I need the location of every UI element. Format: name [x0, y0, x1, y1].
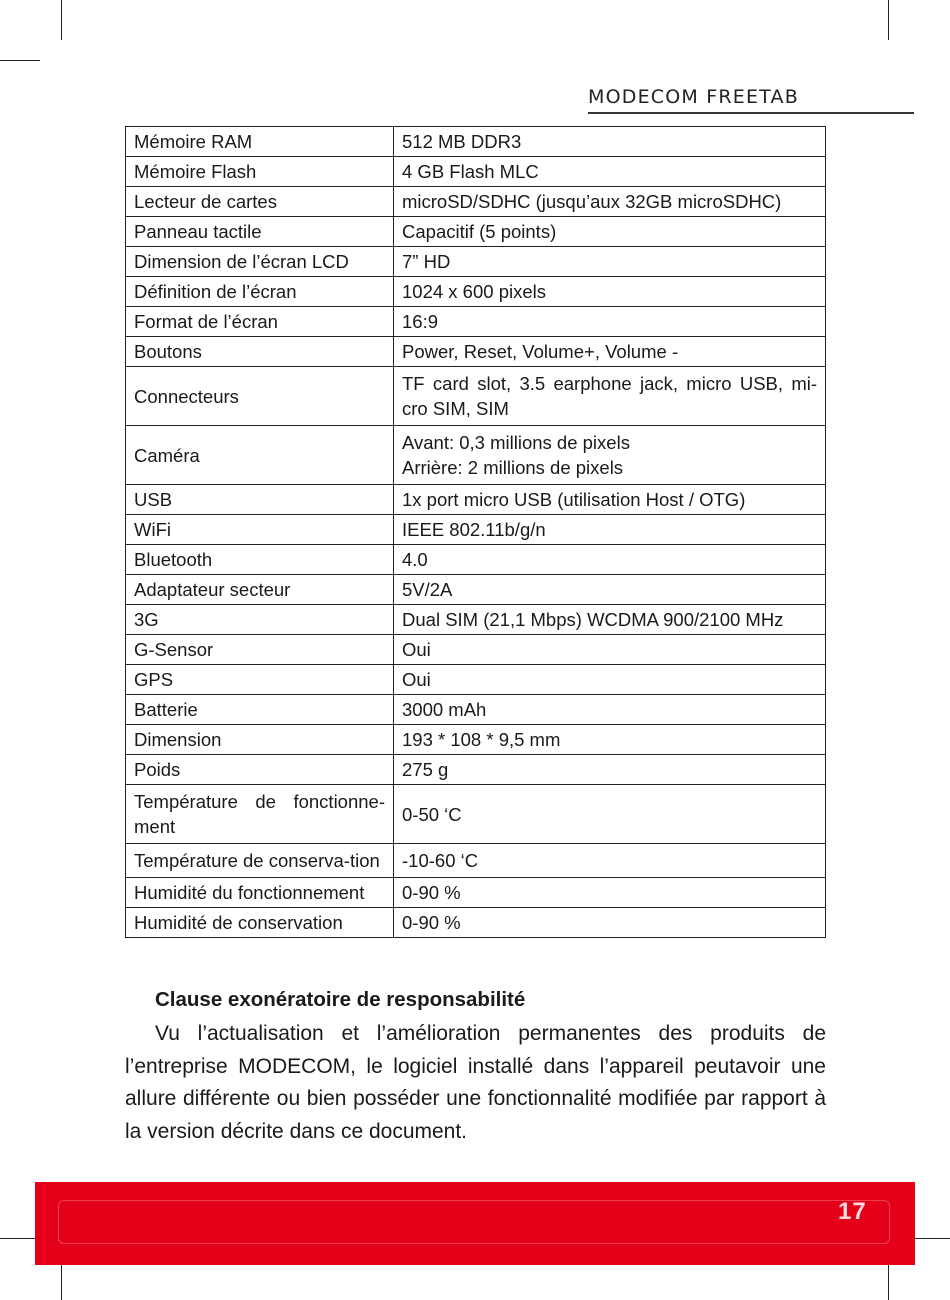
spec-label: Boutons [126, 337, 394, 367]
spec-value: 7” HD [394, 247, 826, 277]
spec-value: -10-60 ‘C [394, 844, 826, 878]
spec-label: Température de conserva-tion [126, 844, 394, 878]
footer-frame [58, 1200, 890, 1244]
spec-label: Mémoire Flash [126, 157, 394, 187]
table-row [126, 605, 826, 635]
spec-label: G-Sensor [126, 635, 394, 665]
table-row [126, 755, 826, 785]
table-row [126, 725, 826, 755]
spec-value: 275 g [394, 755, 826, 785]
spec-value: 1024 x 600 pixels [394, 277, 826, 307]
table-row [126, 217, 826, 247]
table-row [126, 187, 826, 217]
table-row [126, 695, 826, 725]
table-row [126, 908, 826, 938]
crop-mark [888, 0, 889, 40]
table-row [126, 367, 826, 426]
spec-value: Oui [394, 665, 826, 695]
spec-value: TF card slot, 3.5 earphone jack, micro USB, mi-cro SIM, SIM [394, 367, 826, 426]
spec-value: 0-50 ‘C [394, 785, 826, 844]
table-row [126, 785, 826, 844]
spec-value: 4.0 [394, 545, 826, 575]
spec-value: Dual SIM (21,1 Mbps) WCDMA 900/2100 MHz [394, 605, 826, 635]
table-row [126, 844, 826, 878]
spec-value: 1x port micro USB (utilisation Host / OTG) [394, 485, 826, 515]
specifications-table-body [126, 127, 826, 938]
spec-label: Humidité du fonctionnement [126, 878, 394, 908]
table-row [126, 545, 826, 575]
table-row [126, 277, 826, 307]
table-row [126, 665, 826, 695]
spec-label: Panneau tactile [126, 217, 394, 247]
table-row [126, 635, 826, 665]
spec-label: Format de l’écran [126, 307, 394, 337]
spec-label: Humidité de conservation [126, 908, 394, 938]
spec-label: Température de fonctionne-ment [126, 785, 394, 844]
crop-mark [0, 60, 40, 61]
spec-label: GPS [126, 665, 394, 695]
spec-label: Lecteur de cartes [126, 187, 394, 217]
spec-value: 4 GB Flash MLC [394, 157, 826, 187]
spec-value: 0-90 % [394, 908, 826, 938]
spec-value: 16:9 [394, 307, 826, 337]
crop-mark [910, 1238, 950, 1239]
spec-value: microSD/SDHC (jusqu’aux 32GB microSDHC) [394, 187, 826, 217]
spec-value: Avant: 0,3 millions de pixels Arrière: 2 millions de pixels [394, 426, 826, 485]
table-row [126, 337, 826, 367]
table-row [126, 426, 826, 485]
spec-value: IEEE 802.11b/g/n [394, 515, 826, 545]
spec-label: Adaptateur secteur [126, 575, 394, 605]
table-row [126, 247, 826, 277]
crop-mark [61, 1262, 62, 1300]
spec-value: 3000 mAh [394, 695, 826, 725]
spec-label: Dimension de l’écran LCD [126, 247, 394, 277]
page-number: 17 [838, 1198, 867, 1225]
table-row [126, 127, 826, 157]
spec-label: Dimension [126, 725, 394, 755]
spec-label: WiFi [126, 515, 394, 545]
spec-label: Connecteurs [126, 367, 394, 426]
clause-title: Clause exonératoire de responsabilité [155, 988, 526, 1011]
table-row [126, 157, 826, 187]
spec-label: Définition de l’écran [126, 277, 394, 307]
table-row [126, 878, 826, 908]
spec-label: Poids [126, 755, 394, 785]
spec-label: Bluetooth [126, 545, 394, 575]
spec-value: Capacitif (5 points) [394, 217, 826, 247]
crop-mark [61, 0, 62, 40]
crop-mark [0, 1238, 40, 1239]
spec-value: 0-90 % [394, 878, 826, 908]
spec-label: Caméra [126, 426, 394, 485]
specifications-table [125, 126, 826, 938]
spec-value: 193 * 108 * 9,5 mm [394, 725, 826, 755]
table-row [126, 307, 826, 337]
spec-label: Mémoire RAM [126, 127, 394, 157]
spec-value: Oui [394, 635, 826, 665]
spec-value: 512 MB DDR3 [394, 127, 826, 157]
spec-label: 3G [126, 605, 394, 635]
crop-mark [888, 1262, 889, 1300]
clause-paragraph: Vu l’actualisation et l’amélioration permanentes des produits de l’entreprise MODECOM, le logiciel installé dans l’appareil peutavoir une allure différente ou bien posséder une fonctionnalité modifiée par rapport à la version décrite dans ce document. [125, 1022, 826, 1143]
header-rule [588, 112, 914, 114]
table-row [126, 515, 826, 545]
spec-label: USB [126, 485, 394, 515]
page-header-brand: MODECOM FREETAB [588, 86, 799, 108]
table-row [126, 485, 826, 515]
spec-label: Batterie [126, 695, 394, 725]
table-row [126, 575, 826, 605]
spec-value: Power, Reset, Volume+, Volume - [394, 337, 826, 367]
spec-value: 5V/2A [394, 575, 826, 605]
